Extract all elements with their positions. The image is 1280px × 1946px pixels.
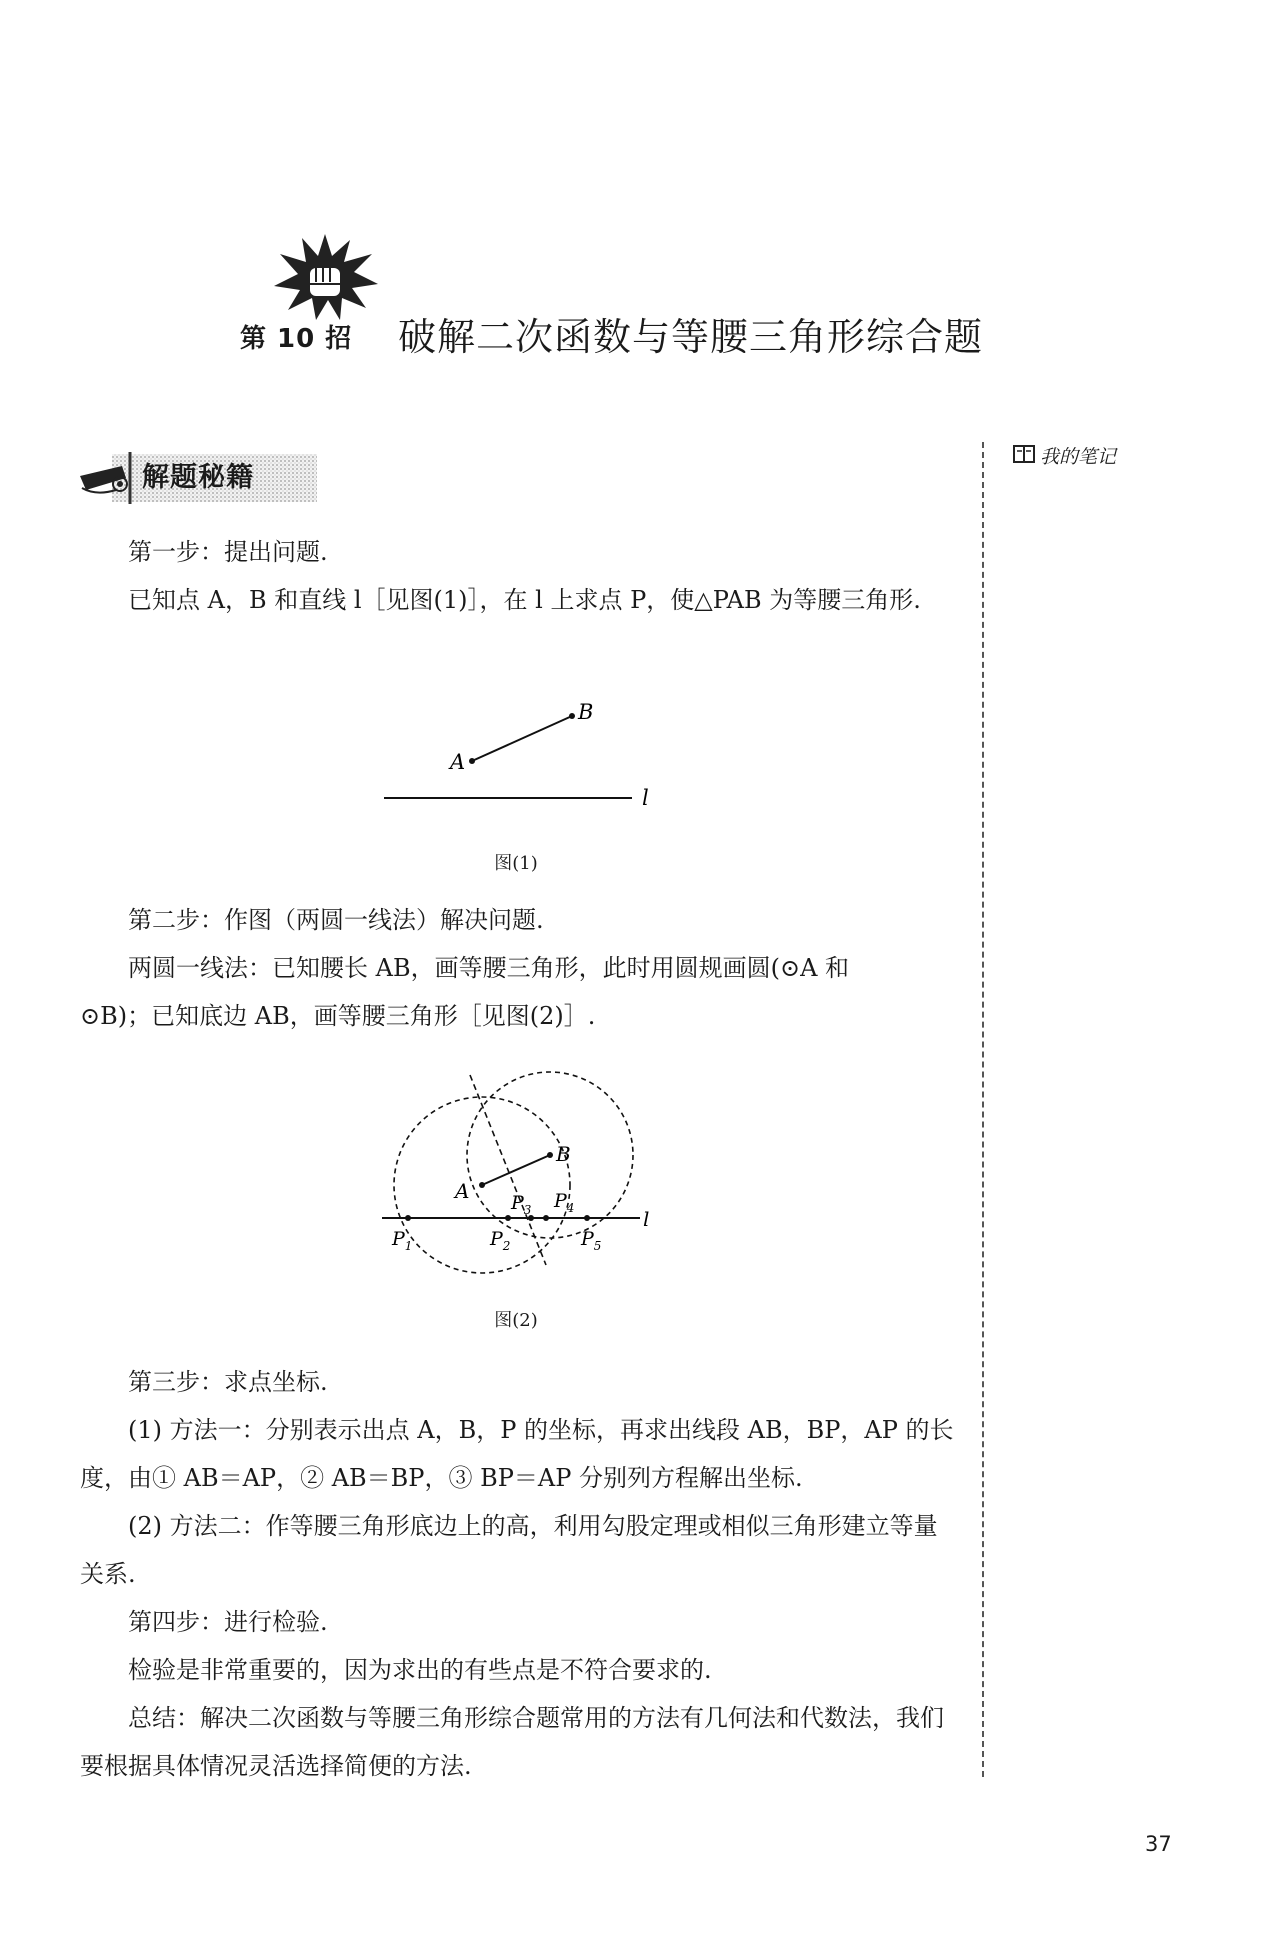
step-one-text: 已知点 A，B 和直线 l［见图(1)］，在 l 上求点 P，使△PAB 为等腰三角形. — [128, 586, 921, 614]
label-b: B — [556, 1142, 571, 1166]
step-two-heading: 第二步：作图（两圆一线法）解决问题. — [128, 906, 544, 934]
label-a: A — [455, 1179, 470, 1203]
label-p4: $P_4$ — [554, 1190, 575, 1215]
summary-text: 总结：解决二次函数与等腰三角形综合题常用的方法有几何法和代数法，我们要根据具体情况灵活选择简便的方法. — [80, 1704, 944, 1780]
point-a — [479, 1182, 485, 1188]
chapter-title: 破解二次函数与等腰三角形综合题 — [398, 315, 984, 359]
label-p1: $P_1$ — [392, 1228, 413, 1253]
step-one-heading: 第一步：提出问题. — [128, 538, 328, 566]
figure-1-caption: 图(1) — [494, 853, 538, 874]
label-l: l — [642, 786, 649, 810]
chapter-number: 第 10 招 — [240, 324, 353, 354]
figure-1 — [370, 695, 670, 815]
label-p5: $P_5$ — [581, 1228, 602, 1253]
label-b: B — [578, 700, 594, 724]
point-a — [469, 758, 475, 764]
section-title: 解题秘籍 — [142, 462, 254, 493]
point-b — [569, 713, 575, 719]
step-four-heading: 第四步：进行检验. — [128, 1608, 328, 1636]
label-a: A — [450, 750, 466, 774]
notes-label: 我的笔记 — [1040, 446, 1117, 468]
label-p2: $P_2$ — [490, 1228, 511, 1253]
method-one-text: (1) 方法一：分别表示出点 A，B，P 的坐标，再求出线段 AB，BP，AP 的长度，由① AB＝AP，② AB＝BP，③ BP＝AP 分别列方程解出坐标. — [80, 1416, 954, 1492]
point-p1 — [405, 1215, 411, 1221]
step-four-text: 检验是非常重要的，因为求出的有些点是不符合要求的. — [128, 1656, 712, 1684]
starburst-fist-icon — [270, 232, 380, 322]
point-p2 — [505, 1215, 511, 1221]
step-three-heading: 第三步：求点坐标. — [128, 1368, 328, 1396]
method-two-text: (2) 方法二：作等腰三角形底边上的高，利用勾股定理或相似三角形建立等量关系. — [80, 1512, 938, 1588]
point-p5 — [584, 1215, 590, 1221]
figure-2 — [370, 1065, 680, 1285]
notes-divider — [982, 442, 984, 1777]
step-two-text-line1: 两圆一线法：已知腰长 AB，画等腰三角形，此时用圆规画圆(⊙A 和 — [128, 954, 850, 982]
segment-ab — [482, 1155, 550, 1185]
point-p4 — [543, 1215, 549, 1221]
book-icon — [1012, 444, 1036, 464]
label-l: l — [643, 1207, 650, 1231]
perpendicular-bisector — [470, 1075, 546, 1265]
point-b — [547, 1152, 553, 1158]
figure-2-caption: 图(2) — [494, 1310, 538, 1331]
scroll-icon — [76, 460, 132, 500]
step-two-text-line2: ⊙B)；已知底边 AB，画等腰三角形［见图(2)］. — [80, 1002, 596, 1030]
label-p3: $P_3$ — [511, 1192, 532, 1217]
segment-ab — [472, 716, 572, 761]
page-number: 37 — [1145, 1832, 1172, 1856]
